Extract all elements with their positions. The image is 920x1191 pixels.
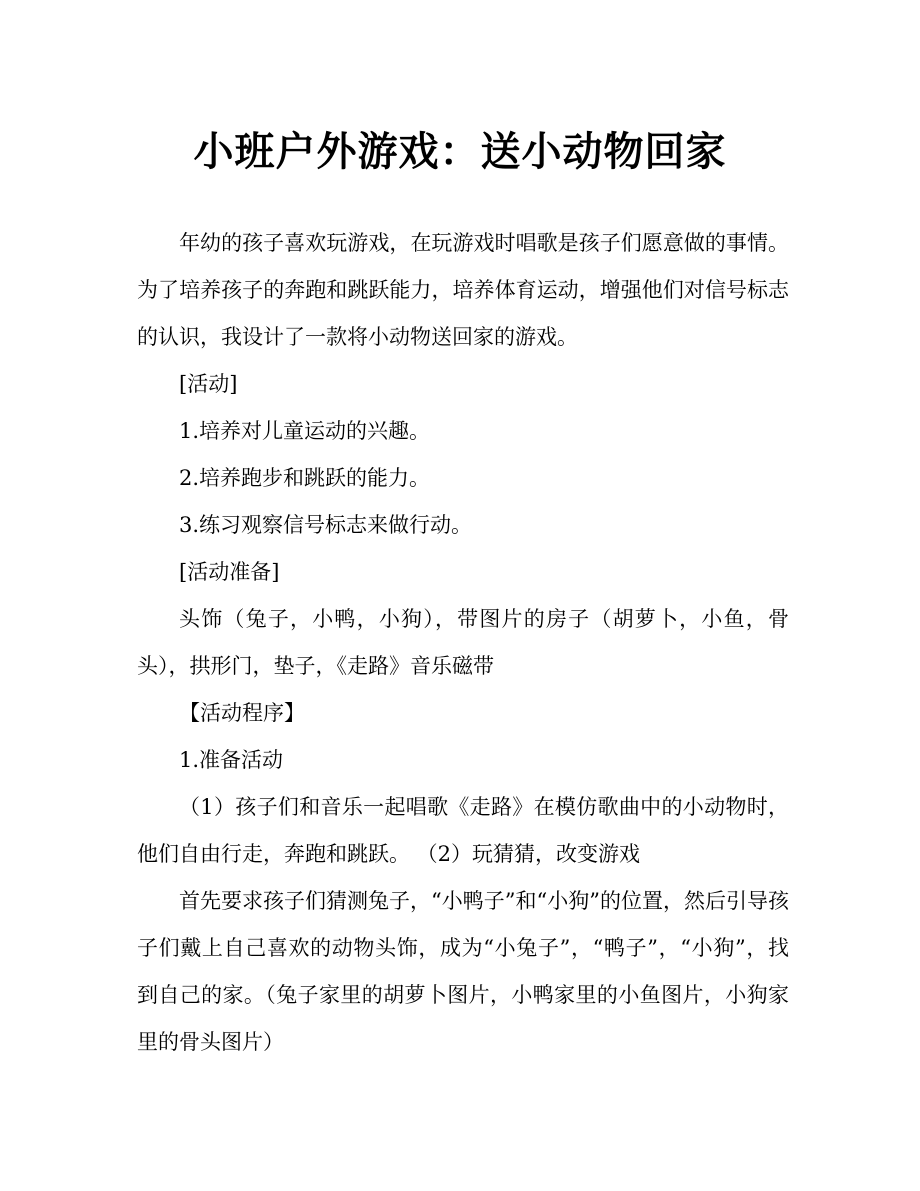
section-heading-preparation: [活动准备] (179, 560, 280, 584)
section-heading-activity: [活动] (179, 372, 238, 396)
document-body (137, 220, 789, 1066)
procedure-step-1: 1.准备活动 (179, 748, 284, 772)
intro-paragraph: 年幼的孩子喜欢玩游戏，在玩游戏时唱歌是孩子们愿意做的事情。为了培养孩子的奔跑和跳跃能力，培养体育运动，增强他们对信号标志的认识，我设计了一款将小动物送回家的游戏。 (137, 231, 789, 349)
procedure-paragraph-1: （1）孩子们和音乐一起唱歌《走路》在模仿歌曲中的小动物时，他们自由行走，奔跑和跳跃。 （2）玩猜猜，改变游戏 (137, 795, 789, 866)
preparation-paragraph: 头饰（兔子，小鸭，小狗），带图片的房子（胡萝卜，小鱼，骨头），拱形门，垫子，《走路》音乐磁带 (137, 607, 789, 678)
goal-item-1: 1.培养对儿童运动的兴趣。 (179, 419, 431, 443)
procedure-paragraph-2: 首先要求孩子们猜测兔子，“小鸭子”和“小狗”的位置，然后引导孩子们戴上自己喜欢的动物头饰，成为“小兔子”，“鸭子”，“小狗”，找到自己的家。（兔子家里的胡萝卜图片，小鸭家里的小鱼图片，小狗家里的骨头图片） (137, 889, 789, 1054)
document-title: 小班户外游戏：送小动物回家 (193, 128, 727, 175)
section-heading-procedure: 【活动程序】 (179, 701, 305, 725)
goal-item-3: 3.练习观察信号标志来做行动。 (179, 513, 473, 537)
goal-item-2: 2.培养跑步和跳跃的能力。 (179, 466, 431, 490)
